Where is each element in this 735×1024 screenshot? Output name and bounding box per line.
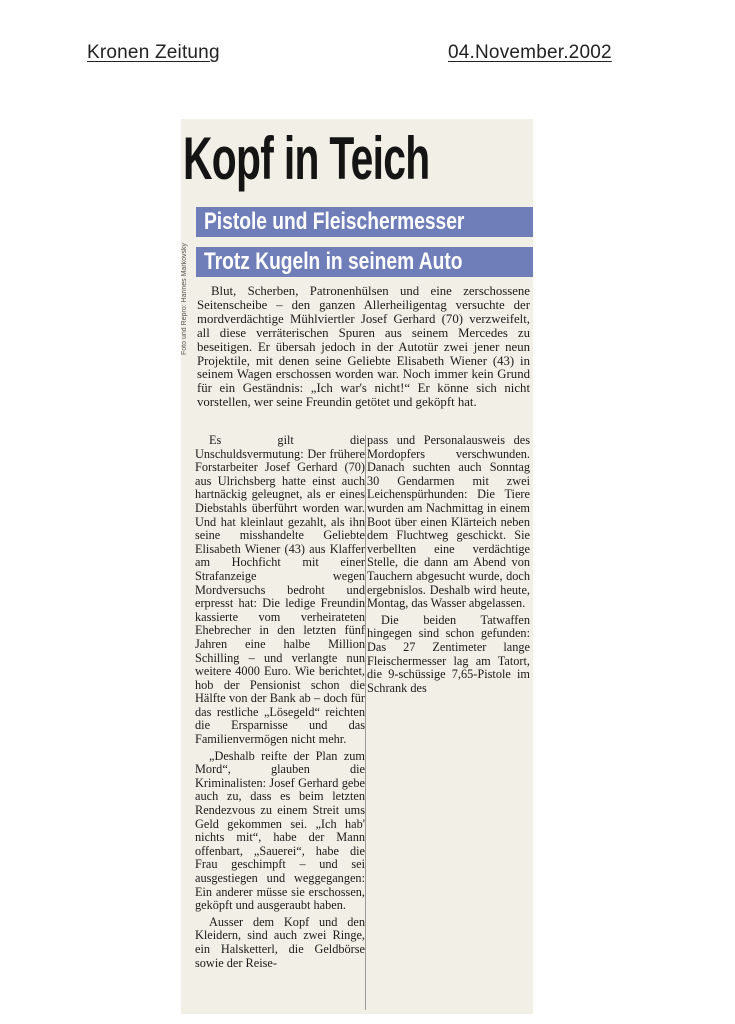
article-column-1 — [195, 434, 365, 973]
article-lead: Blut, Scherben, Patronenhülsen und eine zerschossene Seitenscheibe – den ganzen Allerheiligentag versuchte der mordverdächtige Mühlviertler Josef Gerhard (70) verzweifelt, all diese verräterischen Spuren aus seinem Mercedes zu beseitigen. Er übersah jedoch in der Autotür zwei jener neun Projektile, mit denen seine Geliebte Elisabeth Wiener (43) in seinem Wagen erschossen worden war. Noch immer kein Grund für ein Geständnis: „Ich war's nicht!“ Er könne sich nicht vorstellen, wer seine Freundin getötet und geköpft hat. — [197, 284, 530, 410]
column-1-paragraph: Es gilt die Unschuldsvermutung: Der frühere Forstarbeiter Josef Gerhard (70) aus Ulrichsberg hatte einst auch hartnäckig geleugnet, als er eines Diebstahls überführt worden war. Und hat kleinlaut gezahlt, als ihn seine misshandelte Geliebte Elisabeth Wiener (43) aus Klaffer am Hochficht mit einer Strafanzeige wegen Mordversuchs bedroht und erpresst hat: Die ledige Freundin kassierte vom verheirateten Ehebrecher in den letzten fünf Jahren eine halbe Million Schilling – und verlangte nun weitere 4000 Euro. Wie berichtet, hob der Pensionist schon die Hälfte von der Bank ab – doch für das restliche „Lösegeld“ reichten die Ersparnisse und das Familienvermögen nicht mehr. — [195, 433, 365, 747]
column-2-paragraph: pass und Personalausweis des Mordopfers verschwunden. Danach suchten auch Sonntag 30 Gendarmen mit zwei Leichenspürhunden: Die Tiere wurden am Nachmittag in einem Boot über einen Klärteich neben dem Fluchtweg geschickt. Sie verbellten eine verdächtige Stelle, die dann am Abend von Tauchern abgesucht wurde, doch ergebnislos. Deshalb wird heute, Montag, das Wasser abgelassen. — [367, 433, 530, 611]
article-headline: Kopf in Teich — [183, 125, 430, 192]
subhead-2-text: Trotz Kugeln in seinem Auto — [204, 248, 463, 275]
column-divider — [365, 435, 366, 1010]
page-header-source: Kronen Zeitung — [87, 42, 220, 63]
photo-credit: Foto und Repro: Hannes Markovsky — [181, 242, 188, 355]
subhead-banner-1 — [196, 207, 533, 237]
column-1-paragraph: „Deshalb reifte der Plan zum Mord“, glauben die Kriminalisten: Josef Gerhard gebe auch zu, dass es beim letzten Rendezvous zu einem Streit ums Geld gekommen sei. „Ich hab' nichts mit“, habe der Mann offenbart, „Sauerei“, habe die Frau geschimpft – und sei ausgestiegen und weggegangen: Ein anderer müsse sie erschossen, geköpft und ausgeraubt haben. — [195, 748, 365, 913]
column-2-paragraph: Die beiden Tatwaffen hingegen sind schon gefunden: Das 27 Zentimeter lange Fleischermesser lag am Tatort, die 9-schüssige 7,65-Pistole im Schrank des — [367, 612, 530, 695]
column-1-paragraph: Ausser dem Kopf und den Kleidern, sind auch zwei Ringe, ein Halsketterl, die Geldbörse sowie der Reise- — [195, 914, 365, 970]
newspaper-clipping — [181, 119, 533, 1014]
page-header-date: 04.November.2002 — [448, 42, 612, 63]
subhead-banner-2 — [196, 247, 533, 277]
article-column-2 — [367, 434, 530, 698]
subhead-1-text: Pistole und Fleischermesser — [204, 208, 465, 235]
